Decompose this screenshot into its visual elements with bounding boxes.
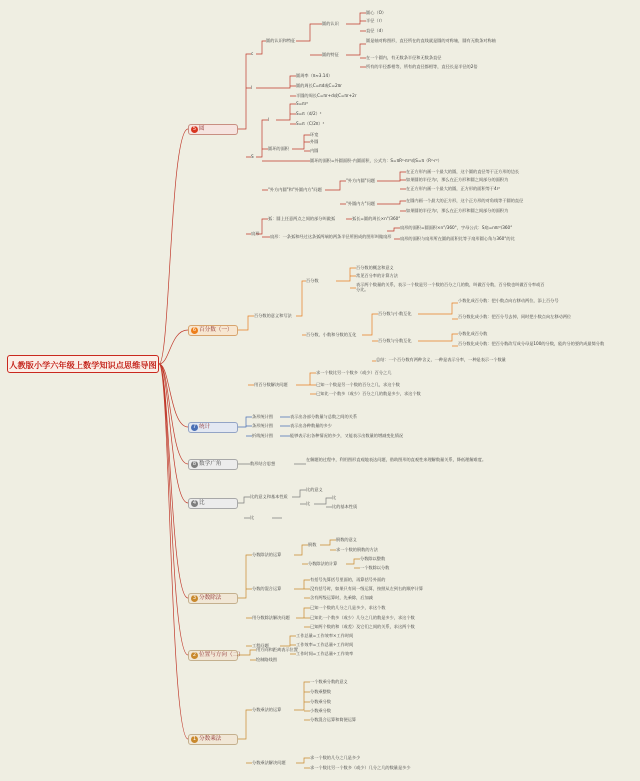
division-calc-item: 分数除以整数 [360, 556, 386, 561]
division-calc-item: 一个数除以分数 [360, 565, 390, 570]
sector-formula: 扇形的面积=圆面积×n°/360°，字母公式：S扇=nπr²/360° [400, 225, 513, 230]
sector-node[interactable]: 扇形 [251, 231, 260, 236]
ring-part: 环宽 [310, 132, 319, 137]
square-circle-node[interactable]: "外方内圆"和"外圆内方"问题 [268, 187, 322, 192]
multiply-problem-item: 求一个数比另一个数多（或少）几分之几的数量是多少 [310, 765, 411, 770]
percent-decimal-node[interactable]: 百分数与小数互化 [378, 311, 412, 316]
ratio-item: 比 [306, 501, 311, 506]
division-problem-item: 已知两个数的和（或差）及它们之间的关系，求这两个数 [310, 624, 415, 629]
line-chart-desc: 能够表示出各种情况的多少，又能表示出数量的增减变化情况 [290, 433, 404, 438]
engineering-item: 工作效率=工作总量÷工作时间 [296, 642, 354, 647]
mixed-op-node[interactable]: 分数的混合运算 [252, 586, 282, 591]
multiply-item: 分数乘整数 [310, 689, 331, 694]
branch-fraction-multiplication[interactable] [188, 734, 238, 745]
percent-item: 百分数的概念和意义 [356, 265, 394, 270]
circle-features-node[interactable]: 圆的特征 [322, 52, 339, 57]
division-calc-node[interactable]: 分数除法的计算 [308, 561, 338, 566]
circle-part: 直径（d） [366, 28, 386, 33]
circle-part: 半径（r） [366, 18, 385, 23]
circle-sub-connectors [256, 13, 406, 239]
branch-number-badge: 8 [192, 461, 197, 467]
line-chart-node[interactable]: 折线统计图 [252, 433, 273, 438]
mind-map-root[interactable]: 人教版小学六年级上数学知识点思维导图 [7, 355, 159, 373]
ring-part: 内圆 [310, 148, 319, 153]
arc-definition: 弧：圆上任意两点之间的部分叫做弧 [268, 216, 336, 221]
circle-l-node[interactable]: l [268, 117, 270, 122]
mixed-op-item: 含有两级运算时，先乘除，后加减 [310, 595, 373, 600]
circle-recognition-node[interactable]: 圆的认识和特征 [266, 38, 296, 43]
division-problem-item: 已知一个数的几分之几是多少，求这个数 [310, 605, 386, 610]
circle-part: 圆心（O） [366, 10, 387, 15]
pi-value: 圆周率（π≈3.14） [296, 73, 333, 78]
mixed-op-item: 没有括号时，如果只有同一级运算，按照从左到右的顺序计算 [310, 586, 424, 591]
percent-summary: 总结：一个百分数有两种含义，一种是表示分率，一种是表示一个数量 [376, 357, 506, 362]
area-formula: S=π（C/2π）² [296, 121, 325, 126]
position-item: 用方向和距离表示位置 [256, 647, 298, 652]
division-op-node[interactable]: 分数除法的运算 [252, 552, 282, 557]
outer-square-node[interactable]: "外方内圆"问题 [346, 178, 375, 183]
sector-definition: 扇形：一条弧和经过这条弧两端的两条半径所围成的图形叫做扇形 [270, 234, 392, 239]
percent-problem-item: 求一个数比另一个数多（或少）百分之几 [316, 370, 392, 375]
ratio-meaning-node[interactable]: 比的意义和基本性质 [250, 494, 288, 499]
reciprocal-node[interactable]: 倒数 [308, 542, 317, 547]
multiply-item: 分数乘分数 [310, 699, 331, 704]
branch-label: 比 [199, 500, 205, 506]
branch-number-badge: 4 [192, 500, 197, 506]
percent-problem-node[interactable]: 用百分数解决问题 [254, 382, 288, 387]
outer-circle-node[interactable]: "外圆内方"问题 [346, 201, 375, 206]
branch-number-badge: 6 [192, 327, 197, 333]
percent-decimal-item: 小数化成百分数：把小数点向右移动两位，添上百分号 [458, 298, 559, 303]
branch-number-badge: 2 [192, 652, 197, 658]
ring-area-formula: 圆环的面积=外圆面积-内圆面积，公式为：S=πR²-πr²或S=π（R²-r²） [310, 158, 442, 163]
multiply-problem-node[interactable]: 分数乘法解决问题 [252, 760, 286, 765]
division-problem-item: 已知比一个数多（或少）几分之几的数是多少，求这个数 [310, 615, 415, 620]
percent-conversion-node[interactable]: 百分数、小数和分数的互化 [306, 332, 357, 337]
ratio-application-node[interactable]: 比 [250, 515, 255, 520]
branch-label: 分数除法 [199, 595, 222, 601]
reciprocal-item: 求一个数的倒数的方法 [336, 547, 378, 552]
branch-label: 统计 [199, 424, 211, 430]
multiply-item: 一个数乘分数的意义 [310, 679, 348, 684]
branch-label: 位置与方向（二） [199, 652, 244, 658]
branch-fraction-division[interactable] [188, 593, 238, 604]
outer-circle-item: 如果圆的半径为r，那么在正方形和圆之间部分的面积为 [406, 208, 509, 213]
branch-circle[interactable] [188, 124, 238, 135]
shape-number-desc: 在解题的过程中，利用图形直观地表达问题，借助图形的直观性来理解数量关系，降低理解难度。 [306, 457, 487, 462]
ring-part: 外圆 [310, 139, 319, 144]
bar-chart-desc-2: 表示出各种数量的多少 [290, 423, 332, 428]
circle-feature: 所有的半径都相等，所有的直径都相等，直径长是半径的2倍 [366, 64, 478, 69]
circle-c-node[interactable]: c [251, 51, 254, 56]
multiply-item: 分数混合运算和简便运算 [310, 717, 357, 722]
branch-ratio[interactable] [188, 498, 238, 509]
ring-area-node[interactable]: 圆环的面积 [268, 146, 289, 151]
engineering-item: 工作总量=工作效率×工作时间 [296, 633, 354, 638]
branch-statistics[interactable] [188, 422, 238, 433]
branch-number-badge: 3 [192, 595, 197, 601]
branch-label: 百分数（一） [199, 327, 233, 333]
area-formula: S=π（d/2）² [296, 111, 322, 116]
percent-fraction-item: 分数化成百分数 [458, 331, 488, 336]
percent-problem-item: 已知比一个数多（或少）百分之几的数是多少，求这个数 [316, 391, 421, 396]
branch-label: 分数乘法 [199, 736, 222, 742]
root-connector [159, 129, 188, 739]
ratio-item: 比的意义 [306, 487, 323, 492]
circumference-formula: 圆的周长C=πd或C=2πr [296, 83, 342, 88]
percent-decimal-item: 百分数化成小数：把百分号去掉，同时把小数点向左移动两位 [458, 314, 572, 319]
circle-connectors [238, 54, 251, 234]
shape-number-node[interactable]: 数形结合思想 [250, 461, 276, 466]
arc-length-formula: 弧长=圆的周长×n°/360° [352, 216, 401, 221]
percent-fraction-node[interactable]: 百分数与分数互化 [378, 338, 412, 343]
multiply-connectors [238, 682, 310, 768]
bar-chart-node[interactable]: 条形统计图 [252, 414, 273, 419]
percent-problem-item: 已知一个数是另一个数的百分之几，求这个数 [316, 382, 400, 387]
multiply-item: 小数乘分数 [310, 708, 331, 713]
division-problem-node[interactable]: 用分数除法解决问题 [252, 615, 290, 620]
percent-node[interactable]: 百分数 [306, 278, 319, 283]
circle-feature: 在一个圆内，有无数条半径和无数条直径 [366, 55, 442, 60]
engineering-item: 工作时间=工作总量÷工作效率 [296, 651, 354, 656]
percent-item: 常见百分率的计算方法 [356, 273, 398, 278]
circle-s-node[interactable]: S [251, 154, 254, 159]
branch-position-direction[interactable] [188, 650, 244, 661]
branch-label: 数学广角 [199, 461, 222, 467]
ratio-sub-item: 比 [332, 495, 337, 500]
percent-meaning-node[interactable]: 百分数的意义和写法 [254, 313, 292, 318]
circle-l-node[interactable]: l [251, 85, 253, 90]
percent-item: 表示两个数量的关系，表示一个数是另一个数的百分之几的数，叫做百分数，百分数也叫做百分率或百分比。 [356, 282, 545, 293]
branch-percent[interactable] [188, 325, 238, 336]
outer-square-item: 在正方形内画一个最大的圆，这个圆的直径等于正方形的边长 [406, 169, 520, 174]
circle-feature: 圆是轴对称图形，直径所在的直线就是圆的对称轴，圆有无数条对称轴 [366, 38, 496, 43]
branch-number-badge: 1 [192, 736, 197, 742]
area-formula: S=πr² [296, 101, 309, 106]
branch-label: 圆 [199, 126, 205, 132]
outer-circle-item: 在圆内画一个最大的正方形，这个正方形的对角线等于圆的直径 [406, 198, 524, 203]
semicircle-formula: 半圆的周长C=πr+d或C=πr+2r [296, 93, 357, 98]
outer-square-item: 在正方形内画一个最大的圆，正方形的面积等于4r² [406, 186, 501, 191]
engineering-node[interactable]: 工程问题 [252, 643, 269, 648]
outer-square-item: 如果圆的半径为r，那么在正方形和圆之间部分的面积为 [406, 177, 509, 182]
sector-formula: 扇形的面积与扇形所在圆的面积比等于扇形圆心角与360°的比 [400, 236, 515, 241]
ratio-sub-item: 比的基本性质 [332, 504, 358, 509]
percent-fraction-item: 百分数化成分数：把百分数改写成分母是100的分数，能约分的要约成最简分数 [458, 341, 605, 346]
position-item: 绘制路线图 [256, 657, 277, 662]
branch-number-badge: 5 [192, 126, 197, 132]
multiply-op-node[interactable]: 分数乘法的运算 [252, 707, 282, 712]
bar-chart-desc: 表示出各部分数量与总数之间的关系 [290, 414, 358, 419]
reciprocal-item: 倒数的意义 [336, 537, 357, 542]
branch-math-wide-angle[interactable] [188, 459, 238, 470]
bar-chart-node-2[interactable]: 条形统计图 [252, 423, 273, 428]
multiply-problem-item: 求一个数的几分之几是多少 [310, 755, 361, 760]
mixed-op-item: 有括号先算括号里面的，再算括号外面的 [310, 577, 386, 582]
circle-recognize-node[interactable]: 圆的认识 [322, 21, 339, 26]
branch-number-badge: 7 [192, 424, 197, 430]
